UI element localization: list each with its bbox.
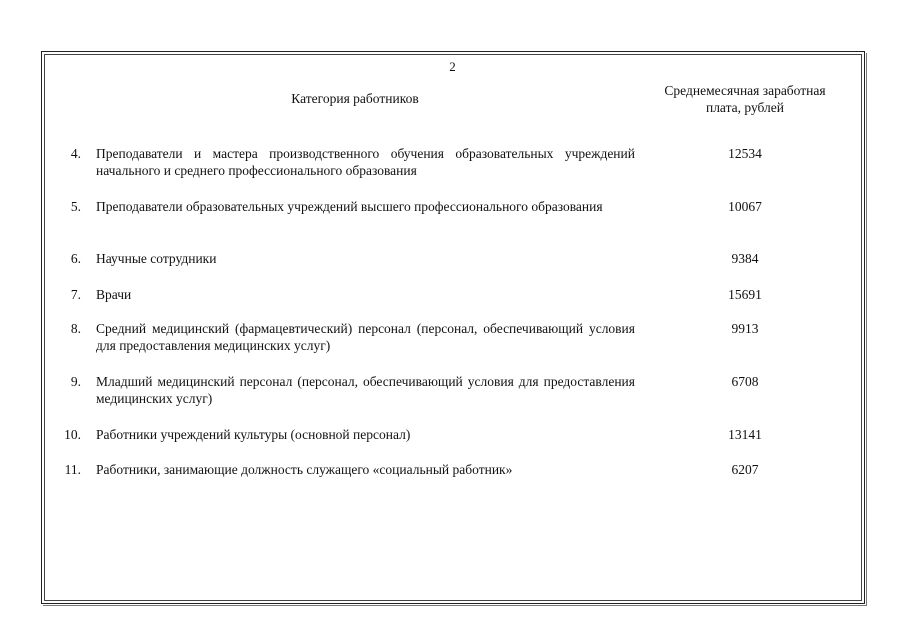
row-category: Научные сотрудники — [96, 251, 217, 266]
page-number: 2 — [449, 59, 456, 74]
row-number: 11. — [64, 462, 81, 477]
column-header-salary — [650, 82, 840, 116]
row-number: 10. — [64, 427, 81, 442]
row-category: Средний медицинский (фармацевтический) персонал (персонал, обеспечивающий условия для предоставления медицинских услуг) — [96, 321, 635, 353]
row-number: 8. — [70, 321, 81, 336]
row-number: 6. — [70, 251, 81, 266]
row-category: Врачи — [96, 287, 132, 302]
column-header-category: Категория работников — [291, 91, 419, 106]
row-category: Преподаватели и мастера производственного обучения образовательных учреждений начального и среднего профессионального образования — [96, 146, 635, 178]
column-header-salary-line2: плата, рублей — [705, 100, 785, 115]
row-salary: 6708 — [731, 374, 759, 389]
row-salary: 10067 — [728, 199, 762, 214]
row-salary: 9384 — [731, 251, 759, 266]
row-number: 9. — [70, 374, 81, 389]
row-salary: 15691 — [728, 287, 762, 302]
row-salary: 12534 — [728, 146, 762, 161]
row-number: 5. — [70, 199, 81, 214]
row-salary: 13141 — [728, 427, 762, 442]
row-salary: 6207 — [731, 462, 759, 477]
row-salary: 9913 — [731, 321, 759, 336]
row-category: Младший медицинский персонал (персонал, обеспечивающий условия для предоставления медицинских услуг) — [96, 374, 635, 406]
row-category: Преподаватели образовательных учреждений высшего профессионального образования — [96, 199, 603, 214]
row-category: Работники учреждений культуры (основной персонал) — [96, 427, 411, 442]
row-category: Работники, занимающие должность служащего «социальный работник» — [96, 462, 513, 477]
row-number: 7. — [70, 287, 81, 302]
row-number: 4. — [70, 146, 81, 161]
column-header-salary-line1: Среднемесячная заработная — [664, 83, 826, 98]
